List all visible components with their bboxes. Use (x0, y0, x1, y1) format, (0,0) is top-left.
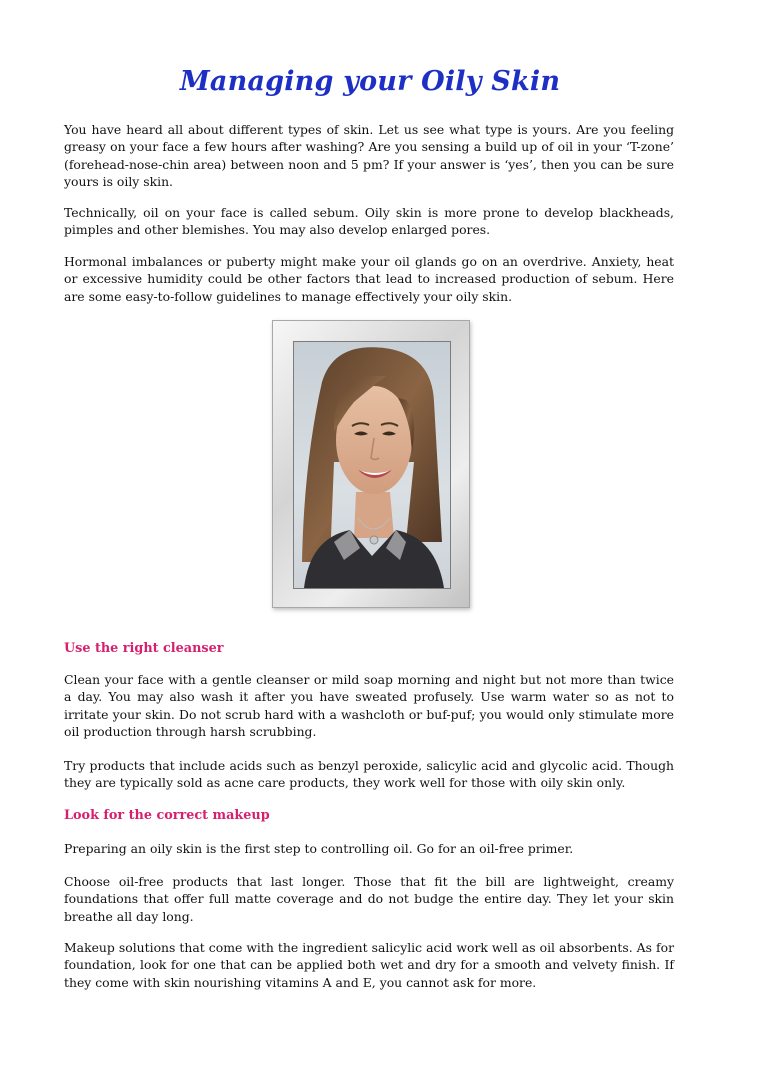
page-title: Managing your Oily Skin (179, 66, 561, 97)
makeup-paragraph-1: Preparing an oily skin is the first step to controlling oil. Go for an oil-free primer. (64, 841, 574, 856)
makeup-paragraph-3: Makeup solutions that come with the ingredient salicylic acid work well as oil absorbents. As for foundation, look for one that can be applied both wet and dry for a smooth and velvety finish. If they come with skin nourishing vitamins A and E, you cannot ask for more. (64, 940, 674, 990)
portrait-photo (293, 341, 451, 589)
intro-paragraph-1: You have heard all about different types of skin. Let us see what type is yours. Are you feeling greasy on your face a few hours after washing? Are you sensing a build up of oil in your ‘T-zone’ (forehead-nose-chin area) between noon and 5 pm? If your answer is ‘yes’, then you can be sure yours is oily skin. (64, 122, 674, 189)
portrait-frame (272, 320, 470, 608)
intro-paragraph-2: Technically, oil on your face is called sebum. Oily skin is more prone to develop blackheads, pimples and other blemishes. You may also develop enlarged pores. (64, 205, 674, 238)
intro-paragraph-3: Hormonal imbalances or puberty might make your oil glands go on an overdrive. Anxiety, heat or excessive humidity could be other factors that lead to increased production of sebum. Here are some easy-to-follow guidelines to manage effectively your oily skin. (64, 254, 674, 304)
woman-portrait-illustration (294, 342, 450, 588)
section-heading-makeup: Look for the correct makeup (64, 808, 270, 823)
makeup-paragraph-2: Choose oil-free products that last longer. Those that fit the bill are lightweight, creamy foundations that offer full matte coverage and do not budge the entire day. They let your skin breathe all day long. (64, 874, 674, 924)
cleanser-paragraph-2: Try products that include acids such as benzyl peroxide, salicylic acid and glycolic acid. Though they are typically sold as acne care products, they work well for those with oily skin only. (64, 758, 674, 791)
cleanser-paragraph-1: Clean your face with a gentle cleanser or mild soap morning and night but not more than twice a day. You may also wash it after you have sweated profusely. Use warm water so as not to irritate your skin. Do not scrub hard with a washcloth or buf-puf; you would only stimulate more oil production through harsh scrubbing. (64, 672, 674, 739)
section-heading-cleanser: Use the right cleanser (64, 641, 224, 656)
